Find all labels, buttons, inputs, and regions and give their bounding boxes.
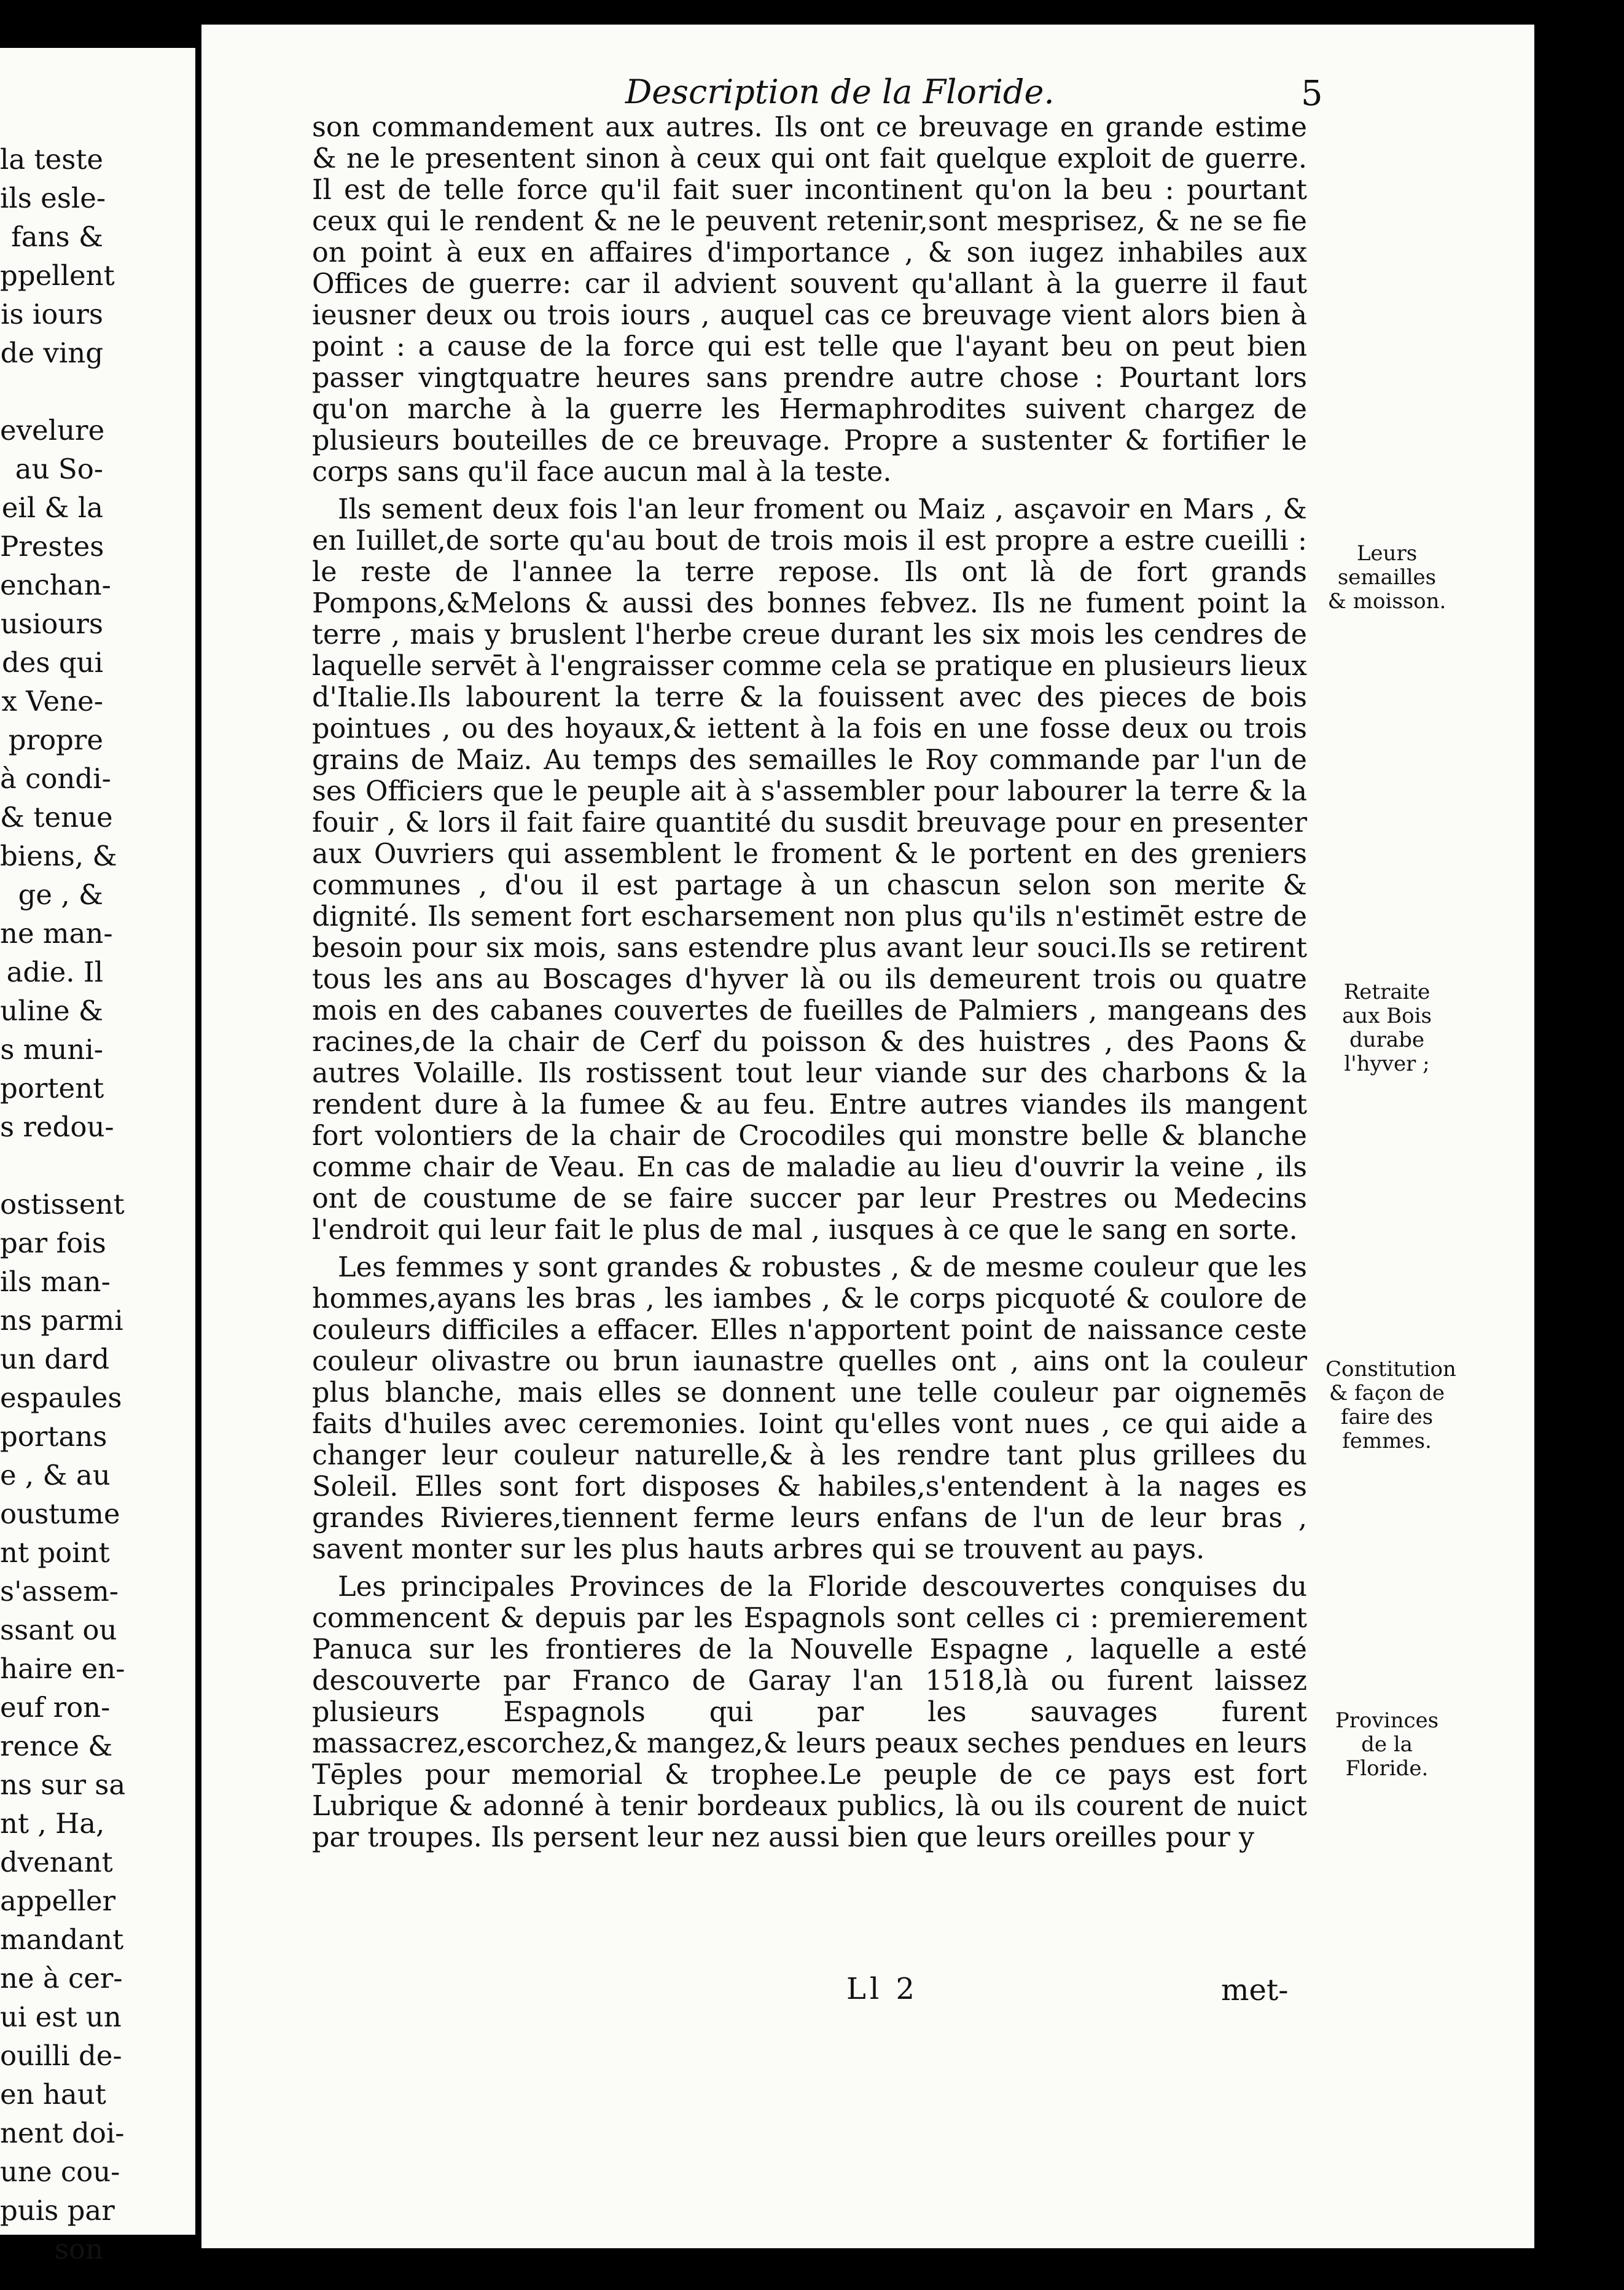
- left-page-line: un dard: [0, 1343, 110, 1375]
- left-page-line: evelure: [0, 414, 105, 447]
- margin-note: Provinces de la Floride.: [1335, 1708, 1439, 1781]
- left-page-line: biens, &: [0, 840, 117, 872]
- left-page-line: ns parmi: [0, 1304, 123, 1337]
- left-page-line: propre: [8, 724, 103, 756]
- left-page-line: ils man-: [0, 1265, 111, 1298]
- signature-mark: Ll 2: [846, 1972, 919, 2006]
- left-page-line: x Vene-: [1, 685, 103, 717]
- left-page-line: oustume: [0, 1498, 120, 1530]
- left-page-line: ns sur sa: [0, 1768, 126, 1801]
- left-page-line: Prestes: [0, 530, 104, 563]
- left-page-line: nt point: [0, 1536, 110, 1569]
- left-page-line: ostissent: [0, 1188, 125, 1221]
- left-page-line: ssant ou: [0, 1614, 117, 1646]
- paragraph: Les principales Provinces de la Floride descouvertes conquises du commencent & depuis par les Espagnols sont celles ci : premierement Panuca sur les frontieres de la Nouvelle Espagne , laquelle a esté descouverte par Franco de Garay l'an 1518,là ou furent laissez plusieurs Espagnols qui par les sauvages furent massacrez,escorchez,& mangez,& leurs peaux seches pendues en leurs Tēples pour memorial & trophee.Le peuple de ce pays est fort Lubrique & adonné à tenir bordeaux publics, là ou ils courent de nuict par troupes. Ils persent leur nez aussi bien que leurs oreilles pour y: [312, 1571, 1307, 1853]
- paragraph: Les femmes y sont grandes & robustes , & de mesme couleur que les hommes,ayans les bras , les iambes , & le corps picquoté & coulore de couleurs difficiles a effacer. Elles n'apportent point de naissance ceste couleur olivastre ou brun iaunastre quelles ont , ains ont la couleur plus blanche, mais elles se donnent une telle couleur par oignemēs faits d'huiles avec ceremonies. Ioint qu'elles vont nues , ce qui aide a changer leur couleur naturelle,& à les rendre tant plus grillees du Soleil. Elles sont fort disposes & habiles,s'entendent à la nages es grandes Rivieres,tiennent ferme leurs enfans de l'un de leur bras , savent monter sur les plus hauts arbres qui se trouvent au pays.: [312, 1252, 1307, 1565]
- left-page-line: enchan-: [0, 569, 111, 601]
- left-page-line: ui est un: [0, 2001, 122, 2033]
- left-page-line: usiours: [0, 608, 103, 640]
- left-page-line: appeller: [0, 1885, 115, 1917]
- left-page-line: eil & la: [1, 491, 103, 524]
- left-page-fragment: [0, 48, 195, 2265]
- left-page-line: portent: [0, 1072, 104, 1104]
- left-page-line: [0, 1146, 195, 1185]
- left-page-line: ge , &: [18, 878, 103, 911]
- left-page-line: nent doi-: [0, 2117, 125, 2149]
- paragraph: Ils sement deux fois l'an leur froment ou Maiz , asçavoir en Mars , & en Iuillet,de sorte qu'au bout de trois mois il est propre a estre cueilli : le reste de l'annee la terre repose. Ils ont là de fort grands Pompons,&Melons & aussi des bonnes febvez. Ils ne fument point la terre , mais y bruslent l'herbe creue durant les six mois les cendres de laquelle servēt à l'engraisser comme cela se pratique en plusieurs lieux d'Italie.Ils labourent la terre & la fouissent avec des pieces de bois pointues , ou des hoyaux,& iettent à la fois en une fosse deux ou trois grains de Maiz. Au temps des semailles le Roy commande par l'un de ses Officiers que le peuple ait à s'assembler pour labourer la terre & la fouir , & lors il fait faire quantité du susdit breuvage pour en presenter aux Ouvriers qui assemblent le froment & le portent en des greniers communes , d'ou il est partage à un chascun selon son merite & dignité. Ils sement fort escharsement non plus qu'ils n'estimēt estre de besoin pour six mois, sans estendre plus avant leur souci.Ils se retirent tous les ans au Boscages d'hyver là ou ils demeurent trois ou quatre mois en des cabanes couvertes de fueilles de Palmiers , mangeans des racines,de la chair de Cerf du poisson & des huistres , des Paons & autres Volaille. Ils rostissent tout leur viande sur des charbons & la rendent dure à la fumee & au feu. Entre autres viandes ils mangent fort volontiers de la chair de Crocodiles qui monstre belle & blanche comme chair de Veau. En cas de maladie au lieu d'ouvrir la veine , ils ont de coustume de se faire succer par leur Prestres ou Medecins l'endroit qui leur fait le plus de mal , iusques à ce que le sang en sorte.: [312, 494, 1307, 1246]
- left-page-line: une cou-: [0, 2155, 120, 2188]
- margin-note: Retraite aux Bois durabe l'hyver ;: [1342, 980, 1432, 1076]
- margin-note: Constitution & façon de faire des femmes.: [1325, 1357, 1456, 1453]
- left-page-line: mandant: [0, 1923, 124, 1956]
- left-page-line: ppellent: [0, 259, 115, 292]
- left-page-line: nt , Ha,: [0, 1807, 105, 1840]
- left-page-line: à condi-: [0, 762, 111, 795]
- left-page-line: de ving: [0, 337, 103, 369]
- left-page-line: ne man-: [0, 917, 113, 950]
- left-page-line: ouilli de-: [0, 2039, 122, 2072]
- left-page-line: fans &: [11, 221, 103, 253]
- left-page-line: [0, 372, 195, 411]
- left-page-line: haire en-: [0, 1652, 125, 1685]
- left-page-line: ils esle-: [0, 182, 106, 214]
- left-page-line: uline &: [0, 995, 103, 1027]
- body-text: [312, 112, 1307, 1853]
- left-page-line: puis par: [0, 2194, 115, 2227]
- left-page-line: espaules: [0, 1381, 122, 1414]
- left-page-line: s'assem-: [0, 1575, 119, 1608]
- left-page-line: au So-: [15, 453, 103, 485]
- left-page-line: s redou-: [0, 1111, 114, 1143]
- right-page: [201, 25, 1534, 2248]
- paragraph: son commandement aux autres. Ils ont ce breuvage en grande estime & ne le presentent sinon à ceux qui ont fait quelque exploit de guerre. Il est de telle force qu'il fait suer incontinent qu'on la beu : pourtant ceux qui le rendent & ne le peuvent retenir,sont mesprisez, & ne se fie on point à eux en affaires d'importance , & son iugez inhabiles aux Offices de guerre: car il advient souvent qu'allant à la guerre il faut ieusner deux ou trois iours , auquel cas ce breuvage vient alors bien à point : a cause de la force qui est telle que l'ayant beu on peut bien passer vingtquatre heures sans prendre autre chose : Pourtant lors qu'on marche à la guerre les Hermaphrodites suivent chargez de plusieurs bouteilles de ce breuvage. Propre a sustenter & fortifier le corps sans qu'il face aucun mal à la teste.: [312, 112, 1307, 488]
- left-page-line: en haut: [0, 2078, 106, 2111]
- left-page-line: e , & au: [0, 1459, 111, 1491]
- left-page-line: des qui: [1, 646, 103, 679]
- left-page-line: dvenant: [0, 1846, 113, 1878]
- left-page-line: is iours: [1, 298, 103, 330]
- left-page-line: & tenue: [0, 801, 113, 834]
- running-title: Description de la Floride.: [625, 72, 1055, 111]
- margin-note: Leurs semailles & moisson.: [1327, 541, 1446, 614]
- left-page-line: portans: [0, 1420, 107, 1453]
- left-page-line: adie. Il: [6, 956, 103, 988]
- catchword: met-: [1221, 1973, 1289, 2007]
- left-page-line: par fois: [0, 1227, 106, 1259]
- left-page-line: ne à cer-: [0, 1962, 123, 1995]
- left-page-line: rence &: [0, 1730, 113, 1762]
- left-page-text: [0, 140, 195, 2269]
- left-page-line: euf ron-: [0, 1691, 111, 1724]
- left-page-line: s muni-: [0, 1033, 103, 1066]
- page-number: 5: [1301, 74, 1323, 114]
- left-page-line: son: [54, 2233, 103, 2265]
- left-page-line: la teste: [0, 143, 104, 176]
